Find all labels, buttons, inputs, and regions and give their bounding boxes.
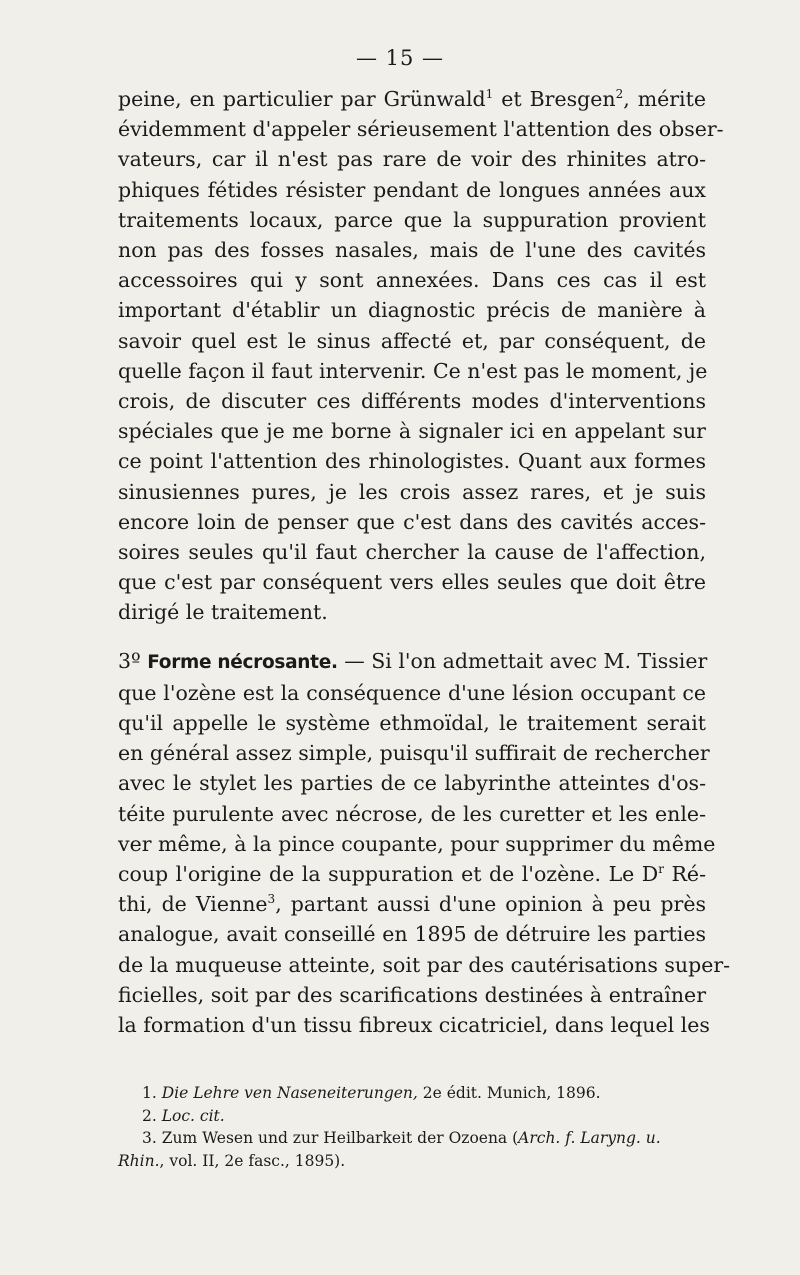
superscript: 3 <box>267 892 276 907</box>
superscript: 1 <box>485 87 494 102</box>
text-line <box>118 477 706 507</box>
text-line <box>118 646 706 678</box>
footnote-number: 1. <box>142 1084 157 1102</box>
text-run: Ré- <box>664 862 706 887</box>
text-line <box>118 738 710 768</box>
text-line <box>118 144 706 174</box>
text-run: crois, de discuter ces différents modes d'interventions <box>118 389 706 414</box>
text-line <box>118 859 706 889</box>
text-line <box>118 326 706 356</box>
text-line <box>118 416 706 446</box>
text-run: que c'est par conséquent vers elles seules que doit être <box>118 570 706 595</box>
paragraph-necrotic-form <box>118 646 731 1041</box>
text-run: savoir quel est le sinus affecté et, par conséquent, de <box>118 328 706 353</box>
text-line <box>118 114 724 144</box>
text-line <box>118 537 706 567</box>
text-line <box>118 1010 710 1040</box>
text-run: non pas des fosses nasales, mais de l'une des cavités <box>118 238 706 263</box>
heading-dash: — <box>337 648 372 673</box>
text-line <box>118 678 706 708</box>
text-run: quelle façon il faut intervenir. Ce n'est pas le moment, je <box>118 358 708 383</box>
text-run: spéciales que je me borne à signaler ici en appelant sur <box>118 419 706 444</box>
text-run: ce point l'attention des rhinologistes. Quant aux formes <box>118 449 706 474</box>
text-line <box>118 799 706 829</box>
text-run: important d'établir un diagnostic précis de manière à <box>118 298 706 323</box>
text-run: vateurs, car il n'est pas rare de voir des rhinites atro- <box>118 147 706 172</box>
text-line <box>118 919 706 949</box>
text-run: thi, de Vienne <box>118 892 268 917</box>
body-text <box>118 84 731 1040</box>
paragraph-sinus-forms <box>118 84 724 628</box>
text-run: de la muqueuse atteinte, soit par des cautérisations super- <box>118 952 731 977</box>
text-run: , mérite <box>623 87 706 111</box>
text-run: accessoires qui y sont annexées. Dans ces cas il est <box>118 268 706 293</box>
text-run: avec le stylet les parties de ce labyrinthe atteintes d'os- <box>118 771 706 796</box>
footnote-text: 2e édit. Munich, 1896. <box>417 1084 601 1102</box>
text-line <box>118 829 716 859</box>
text-run: encore loin de penser que c'est dans des cavités acces- <box>118 509 706 534</box>
footnote-text: Zum Wesen und zur Heilbarkeit der Ozoena ( <box>161 1129 519 1147</box>
footnote-2 <box>118 1105 706 1128</box>
text-line <box>118 356 706 386</box>
text-line <box>118 567 706 597</box>
text-line <box>118 950 731 980</box>
text-run: ver même, à la pince coupante, pour supprimer du même <box>118 831 716 856</box>
text-run: sinusiennes pures, je les crois assez rares, et je suis <box>118 479 706 504</box>
text-line <box>118 889 706 919</box>
text-run: analogue, avait conseillé en 1895 de détruire les parties <box>118 922 706 947</box>
text-run: que l'ozène est la conséquence d'une lésion occupant ce <box>118 680 706 705</box>
text-run: qu'il appelle le système ethmoïdal, le traitement serait <box>118 711 706 736</box>
text-line <box>118 980 706 1010</box>
footnote-number: 3. <box>142 1129 157 1147</box>
text-line <box>118 446 706 476</box>
heading-line-rest: Si l'on admettait avec M. Tissier <box>371 648 708 673</box>
footnote-1 <box>118 1082 706 1105</box>
footnote-journal: Rhin. <box>118 1151 160 1170</box>
text-line <box>118 708 706 738</box>
text-line <box>118 175 706 205</box>
text-line <box>118 205 706 235</box>
text-run: phiques fétides résister pendant de longues années aux <box>118 177 706 202</box>
text-run: la formation d'un tissu fibreux cicatriciel, dans lequel les <box>118 1013 710 1038</box>
footnote-3 <box>118 1127 706 1150</box>
text-run: téite purulente avec nécrose, de les curetter et les enle- <box>118 801 706 826</box>
footnote-text: , vol. II, 2e fasc., 1895). <box>159 1151 346 1170</box>
text-run: soires seules qu'il faut chercher la cause de l'affection, <box>118 540 706 565</box>
footnote-title: Loc. cit. <box>161 1106 225 1125</box>
superscript: 2 <box>615 87 624 102</box>
text-line <box>118 507 706 537</box>
footnotes <box>118 1082 706 1172</box>
text-line <box>118 84 706 114</box>
section-number: 3º <box>118 648 148 673</box>
footnote-title: Die Lehre ven Naseneiterungen, <box>161 1084 418 1102</box>
text-line <box>118 768 706 798</box>
text-line <box>118 386 706 416</box>
text-run: coup l'origine de la suppuration et de l'ozène. Le D <box>118 862 659 887</box>
footnote-number: 2. <box>142 1106 157 1125</box>
footnote-journal: Arch. f. Laryng. u. <box>518 1129 661 1147</box>
text-line <box>118 295 706 325</box>
text-run: évidemment d'appeler sérieusement l'attention des obser- <box>118 117 724 142</box>
text-run: peine, en particulier par Grünwald <box>118 87 486 111</box>
text-run: ficielles, soit par des scarifications destinées à entraîner <box>118 982 706 1007</box>
page-number: — 15 — <box>355 46 445 70</box>
text-run: en général assez simple, puisqu'il suffirait de rechercher <box>118 741 710 766</box>
text-line <box>118 235 706 265</box>
text-run: traitements locaux, parce que la suppuration provient <box>118 207 706 232</box>
superscript: r <box>658 862 664 877</box>
text-line <box>118 265 706 295</box>
section-heading: Forme nécrosante. <box>147 651 338 673</box>
text-line <box>118 597 706 627</box>
text-run: , partant aussi d'une opinion à peu près <box>275 892 706 917</box>
text-run: dirigé le traitement. <box>118 600 328 625</box>
text-run: et Bresgen <box>493 87 616 111</box>
footnote-3-continued <box>118 1150 706 1173</box>
